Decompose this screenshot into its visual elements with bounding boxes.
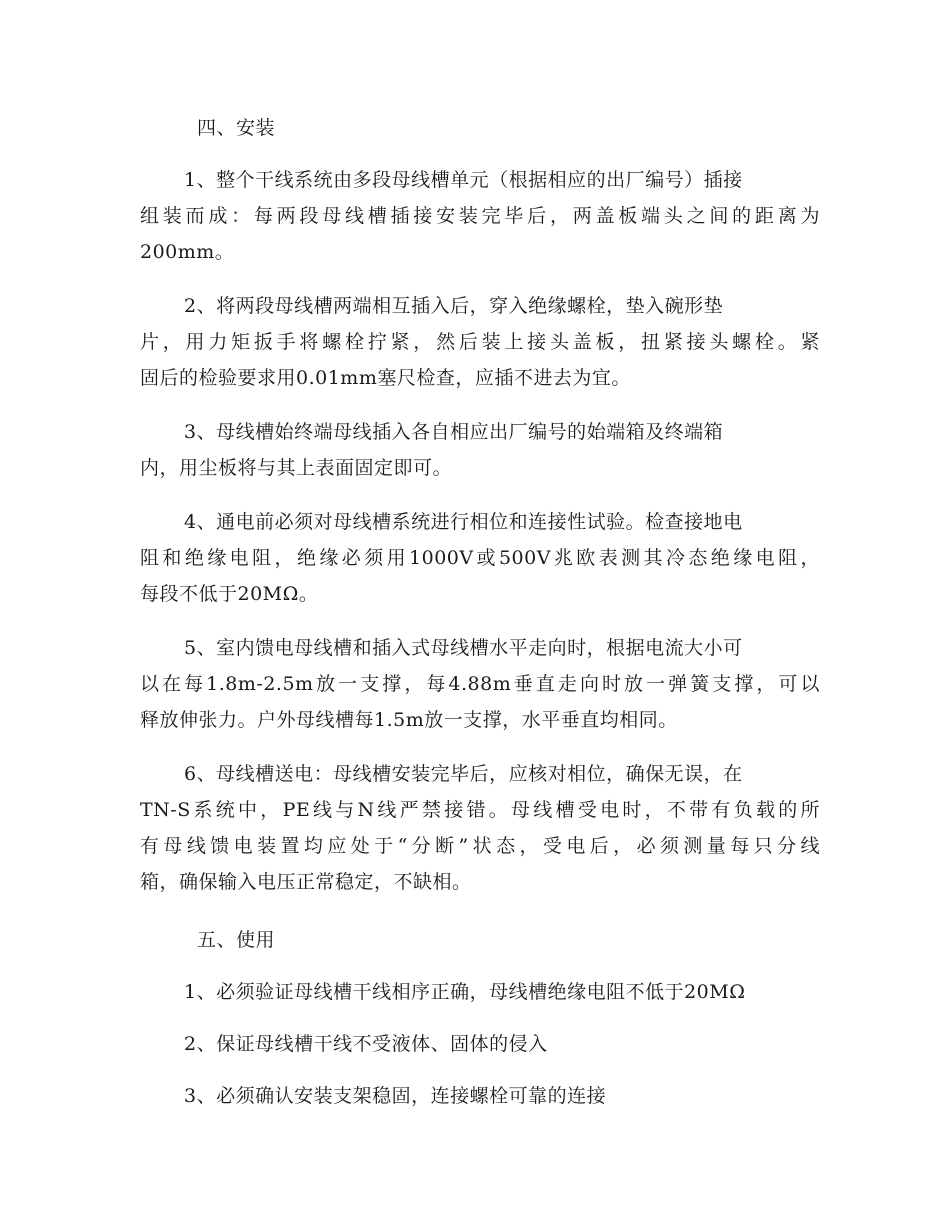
paragraph-line: 组装而成：每两段母线槽插接安装完毕后，两盖板端头之间的距离为	[140, 205, 820, 227]
paragraph-line: TN-S系统中，PE线与N线严禁接错。母线槽受电时，不带有负载的所	[140, 799, 820, 821]
paragraph-line: 1、必须验证母线槽干线相序正确，母线槽绝缘电阻不低于20MΩ	[184, 981, 746, 1003]
paragraph-line: 1、整个干线系统由多段母线槽单元（根据相应的出厂编号）插接	[184, 169, 743, 191]
paragraph-line: 3、母线槽始终端母线插入各自相应出厂编号的始端箱及终端箱	[184, 421, 724, 443]
paragraph-line: 4、通电前必须对母线槽系统进行相位和连接性试验。检查接地电	[184, 511, 743, 533]
paragraph-line: 固后的检验要求用0.01mm塞尺检查，应插不进去为宜。	[140, 367, 631, 389]
paragraph-line: 箱，确保输入电压正常稳定，不缺相。	[140, 871, 472, 893]
paragraph-line: 2、保证母线槽干线不受液体、固体的侵入	[184, 1033, 548, 1055]
section-heading: 四、安装	[197, 117, 276, 139]
paragraph-line: 每段不低于20MΩ。	[140, 583, 319, 605]
paragraph-line: 5、室内馈电母线槽和插入式母线槽水平走向时，根据电流大小可	[184, 637, 743, 659]
paragraph-line: 以在每1.8m-2.5m放一支撑，每4.88m垂直走向时放一弹簧支撑，可以	[140, 673, 820, 695]
paragraph-line: 片，用力矩扳手将螺栓拧紧，然后装上接头盖板，扭紧接头螺栓。紧	[140, 331, 820, 353]
paragraph-line: 3、必须确认安装支架稳固，连接螺栓可靠的连接	[184, 1085, 607, 1107]
paragraph-line: 2、将两段母线槽两端相互插入后，穿入绝缘螺栓，垫入碗形垫	[184, 295, 724, 317]
paragraph-line: 阻和绝缘电阻，绝缘必须用1000V或500V兆欧表测其冷态绝缘电阻，	[140, 547, 820, 569]
paragraph-line: 内，用尘板将与其上表面固定即可。	[140, 457, 453, 479]
paragraph-line: 有母线馈电装置均应处于“分断”状态，受电后，必须测量每只分线	[140, 835, 820, 857]
paragraph-line: 释放伸张力。户外母线槽每1.5m放一支撑，水平垂直均相同。	[140, 709, 678, 731]
paragraph-line: 6、母线槽送电：母线槽安装完毕后，应核对相位，确保无误，在	[184, 763, 743, 785]
section-heading: 五、使用	[197, 929, 276, 951]
paragraph-line: 200mm。	[140, 241, 235, 263]
